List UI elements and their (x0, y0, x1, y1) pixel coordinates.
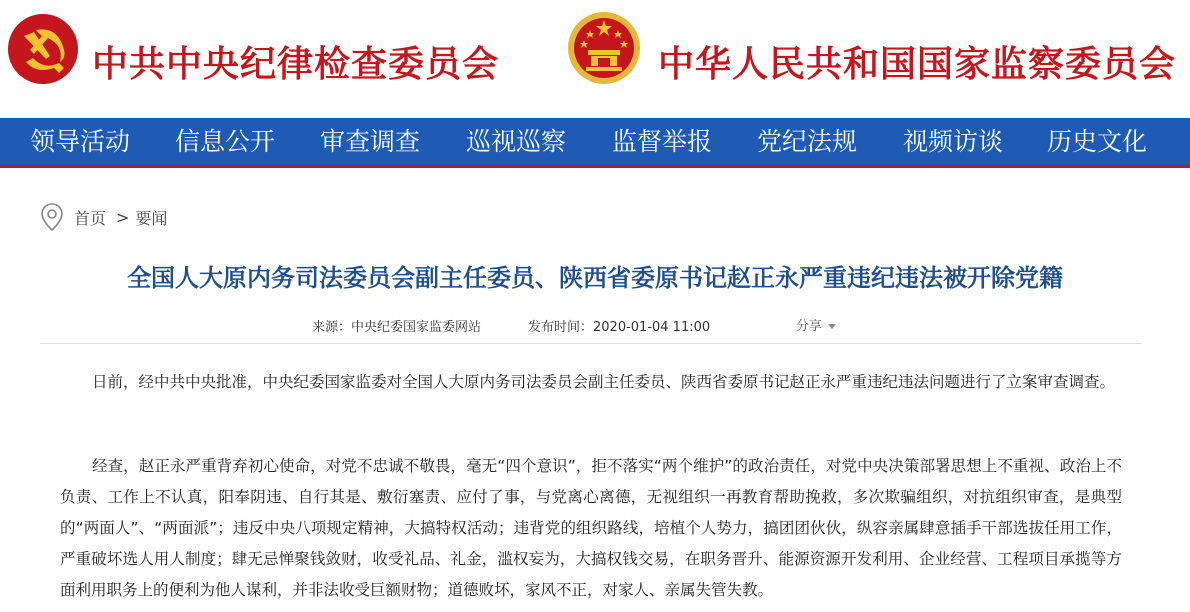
article-paragraph: 日前，经中共中央批准，中央纪委国家监委对全国人大原内务司法委员会副主任委员、陕西省委原书记赵正永严重违纪违法问题进行了立案审查调查。 (92, 373, 1116, 391)
breadcrumb (40, 202, 167, 232)
location-pin-icon (40, 202, 64, 232)
nav-item-investigation[interactable]: 审查调查 (320, 127, 421, 156)
nav-item-report[interactable]: 监督举报 (612, 127, 713, 156)
share-label: 分享 (796, 319, 823, 334)
nav-item-video[interactable]: 视频访谈 (903, 127, 1004, 156)
left-site-title[interactable]: 中共中央纪律检查委员会 (92, 43, 500, 85)
nav-item-leadership[interactable]: 领导活动 (30, 127, 131, 156)
chevron-down-icon (828, 324, 836, 329)
nav-item-inspection[interactable]: 巡视巡察 (466, 127, 567, 156)
divider (40, 343, 1141, 344)
national-emblem-icon[interactable] (566, 10, 642, 88)
nav-item-regulations[interactable]: 党纪法规 (757, 127, 858, 156)
site-header (0, 0, 1190, 118)
article-publish-time: 发布时间：2020-01-04 11:00 (528, 320, 711, 335)
breadcrumb-separator: > (116, 207, 130, 227)
right-site-title[interactable]: 中华人民共和国国家监察委员会 (658, 43, 1177, 85)
nav-item-history[interactable]: 历史文化 (1047, 127, 1148, 156)
main-nav (0, 118, 1190, 168)
article-title: 全国人大原内务司法委员会副主任委员、陕西省委原书记赵正永严重违纪违法被开除党籍 (127, 264, 1063, 292)
breadcrumb-current-link[interactable]: 要闻 (135, 208, 168, 228)
share-button[interactable] (796, 315, 836, 334)
nav-item-disclosure[interactable]: 信息公开 (175, 127, 276, 156)
party-emblem-icon[interactable] (6, 12, 80, 86)
article-paragraph: 经查，赵正永严重背弃初心使命，对党不忠诚不敬畏，毫无“四个意识”，拒不落实“两个维护”的政治责任，对党中央决策部署思想上不重视、政治上不负责、工作上不认真，阳奉阴违、自行其是、敷衍塞责、应付了事，与党离心离德，无视组织一再教育帮助挽救，多次欺骗组织，对抗组织审查，是典型的“两面人”、“两面派”；违反中央八项规定精神，大搞特权活动；违背党的组织路线，培植个人势力，搞团团伙伙，纵容亲属肆意插手干部选拔任用工作，严重破坏选人用人制度；肆无忌惮聚钱敛财，收受礼品、礼金，滥权妄为，大搞权钱交易，在职务晋升、能源资源开发利用、企业经营、工程项目承揽等方面利用职务上的便利为他人谋利，并非法收受巨额财物；道德败坏，家风不正，对家人、亲属失管失教。 (60, 457, 1122, 599)
breadcrumb-home-link[interactable]: 首页 (74, 208, 107, 228)
article-source: 来源：中央纪委国家监委网站 (312, 320, 482, 335)
